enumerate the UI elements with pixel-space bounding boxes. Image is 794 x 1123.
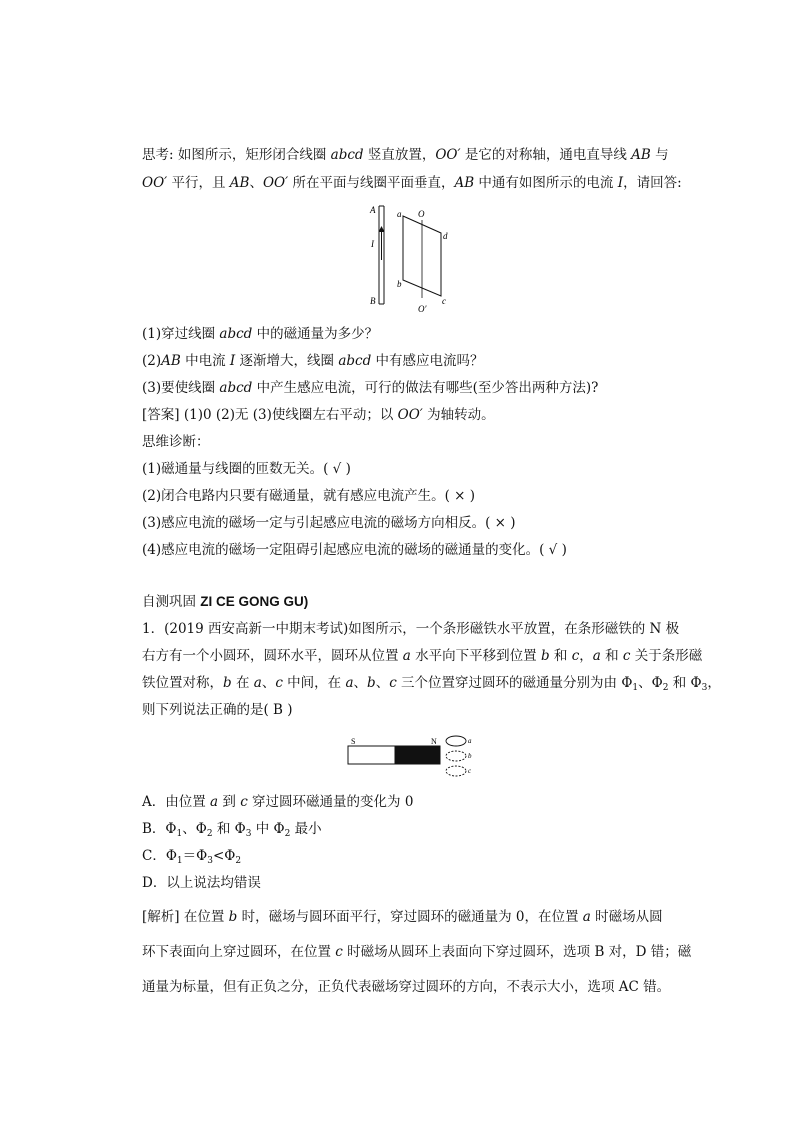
analysis-line-1: [解析] 在位置 b 时，磁场与圆环面平行，穿过圆环的磁通量为 0，在位置 a 时磁场从圆 [142, 909, 663, 925]
option-c: C．$\Phi_1=\Phi_3<\Phi_2$ [142, 848, 242, 866]
label-O: O [418, 209, 425, 219]
magnet-s-half [348, 746, 395, 764]
bar-magnet-figure [345, 731, 480, 783]
ring-b [446, 751, 466, 761]
label-c: c [442, 296, 446, 306]
diagnosis-item: (1)磁通量与线圈的匝数无关。( √ ) [142, 461, 351, 477]
label-A: A [370, 205, 376, 215]
answer-tag: [答案] [142, 407, 180, 423]
answer-line: [答案] (1)0 (2)无 (3)使线圈左右平动；以 OO′ 为轴转动。 [142, 407, 495, 423]
thinking-line-2: OO′ 平行，且 AB、OO′ 所在平面与线圈平面垂直，AB 中通有如图所示的电流 I，请回答: [142, 175, 682, 191]
ring-label-c: c [468, 767, 472, 775]
label-a: a [397, 209, 402, 219]
thinking-line-1: 思考: 如图所示，矩形闭合线圈 abcd 竖直放置，OO′ 是它的对称轴，通电直导线 AB 与 [142, 147, 669, 163]
problem-line-4: 则下列说法正确的是( B ) [142, 702, 293, 718]
label-b: b [397, 279, 402, 289]
analysis-line-3: 通量为标量，但有正负之分，正负代表磁场穿过圆环的方向，不表示大小，选项 AC 错。 [142, 979, 671, 995]
label-S: S [351, 737, 356, 746]
question-1: (1)穿过线圈 abcd 中的磁通量为多少？ [142, 326, 379, 342]
diagnosis-item: (3)感应电流的磁场一定与引起感应电流的磁场方向相反。( × ) [142, 515, 516, 531]
problem-line-1: 1．(2019 西安高新一中期末考试)如图所示，一个条形磁铁水平放置，在条形磁铁的 N 极 [142, 621, 680, 637]
ring-label-b: b [468, 752, 472, 760]
diagnosis-item: (2)闭合电路内只要有磁通量，就有感应电流产生。( × ) [142, 488, 476, 504]
analysis-tag: [解析] [142, 909, 180, 925]
question-2: (2)AB 中电流 I 逐渐增大，线圈 abcd 中有感应电流吗？ [142, 353, 484, 369]
diagnosis-title: 思维诊断： [142, 434, 210, 450]
diagnosis-item: (4)感应电流的磁场一定阻碍引起感应电流的磁场的磁通量的变化。( √ ) [142, 542, 567, 558]
magnet-n-half [395, 746, 440, 764]
ring-a [446, 736, 466, 746]
option-d: D．以上说法均错误 [142, 875, 261, 891]
problem-line-3: 铁位置对称，b 在 a、c 中间，在 a、b、c 三个位置穿过圆环的磁通量分别为由 $\Phi_1$、$\Phi_2$ 和 $\Phi_3$， [142, 675, 721, 693]
ring-c [446, 766, 466, 776]
section-title: 自测巩固 ZI CE GONG GU) [142, 594, 309, 610]
option-a: A．由位置 a 到 c 穿过圆环磁通量的变化为 0 [142, 794, 414, 810]
label-B: B [370, 296, 376, 306]
label-N: N [431, 737, 437, 746]
coil-wire-figure [362, 200, 462, 318]
option-b: B．$\Phi_1$、$\Phi_2$ 和 $\Phi_3$ 中 $\Phi_2$ 最小 [142, 821, 322, 839]
problem-line-2: 右方有一个小圆环，圆环水平，圆环从位置 a 水平向下平移到位置 b 和 c，a 和 c 关于条形磁 [142, 648, 703, 664]
label-O-prime: O′ [418, 304, 427, 314]
ring-label-a: a [468, 737, 472, 745]
analysis-line-2: 环下表面向上穿过圆环，在位置 c 时磁场从圆环上表面向下穿过圆环，选项 B 对，D 错；磁 [142, 944, 692, 960]
label-d: d [443, 231, 448, 241]
question-3: (3)要使线圈 abcd 中产生感应电流，可行的做法有哪些(至少答出两种方法)? [142, 380, 599, 396]
label-I: I [371, 239, 374, 249]
